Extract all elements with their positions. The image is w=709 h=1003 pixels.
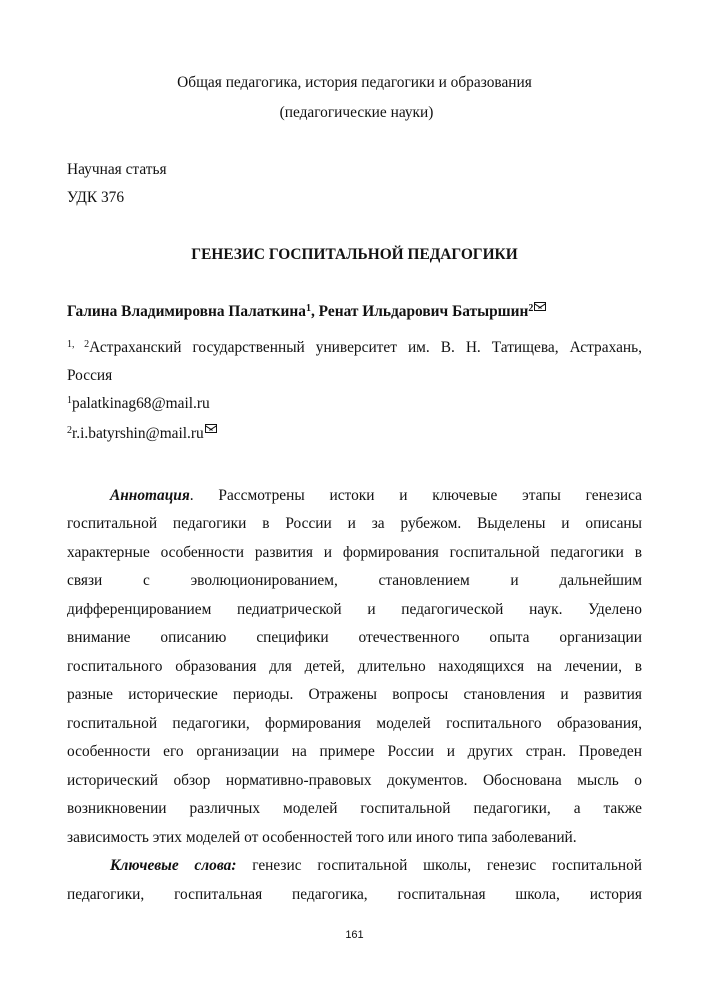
abstract-line: характерные особенности развития и формирования госпитальной педагогики в [67, 544, 642, 561]
author-2-sup: 2 [528, 303, 534, 314]
author-2-name: Ренат Ильдарович Батыршин [318, 303, 529, 320]
keywords-line-2: педагогики, госпитальная педагогика, госпитальная школа, история [67, 886, 642, 903]
authors-line [67, 302, 642, 322]
abstract-label-punct: . [189, 487, 194, 504]
author-1-sup: 1 [305, 303, 311, 314]
email-2-address[interactable]: r.i.batyrshin@mail.ru [72, 425, 204, 442]
email-2-sup: 2 [67, 425, 72, 436]
keywords-line-1 [67, 856, 642, 876]
abstract-line: госпитальной педагогики, формирования моделей госпитального образования, [67, 715, 642, 732]
abstract-line: госпитального образования для детей, длительно находящихся на лечении, в [67, 658, 642, 675]
affiliation-line1 [67, 338, 642, 358]
affiliation-line2: Россия [67, 367, 113, 384]
email-2 [67, 424, 642, 444]
article-title: ГЕНЕЗИС ГОСПИТАЛЬНОЙ ПЕДАГОГИКИ [191, 246, 518, 263]
email-1-address[interactable]: palatkinag68@mail.ru [72, 395, 210, 412]
page-number: 161 [345, 929, 364, 941]
abstract-line: особенности его организации на примере России и других стран. Проведен [67, 743, 642, 760]
journal-section-line1: Общая педагогика, история педагогики и образования [177, 74, 532, 91]
abstract-label: Аннотация [110, 487, 190, 504]
keywords-label: Ключевые слова: [110, 857, 237, 874]
abstract-first-line: Рассмотрены истоки и ключевые этапы генезиса [193, 487, 642, 504]
journal-section-line2: (педагогические науки) [279, 104, 434, 121]
affiliation-text: Астраханский государственный университет им. В. Н. Татищева, Астрахань, [89, 339, 642, 356]
abstract-line: возникновении различных моделей госпитальной педагогики, а также [67, 800, 642, 817]
abstract-line: зависимость этих моделей от особенностей того или иного типа заболеваний. [67, 829, 577, 846]
abstract-line-1 [67, 486, 642, 506]
article-type: Научная статья [67, 161, 167, 178]
abstract-line: дифференцированием педиатрической и педагогической наук. Уделено [67, 601, 642, 618]
envelope-icon [534, 302, 546, 311]
abstract-line: внимание описанию специфики отечественного опыта организации [67, 629, 642, 646]
email-1 [67, 394, 642, 414]
abstract-line: связи с эволюционированием, становлением и дальнейшим [67, 572, 642, 589]
keywords-first-line: генезис госпитальной школы, генезис госпитальной [236, 857, 643, 874]
abstract-line: исторический обзор нормативно-правовых документов. Обоснована мысль о [67, 772, 642, 789]
email-1-sup: 1 [67, 395, 72, 406]
author-separator: , [310, 303, 319, 320]
author-1-name: Галина Владимировна Палаткина [67, 303, 306, 320]
abstract-line: госпитальной педагогики в России и за рубежом. Выделены и описаны [67, 515, 642, 532]
abstract-line: разные исторические периоды. Отражены вопросы становления и развития [67, 686, 642, 703]
envelope-icon [205, 424, 217, 433]
udk-code: УДК 376 [67, 189, 125, 206]
affiliation-sup: 1, 2 [67, 339, 90, 350]
